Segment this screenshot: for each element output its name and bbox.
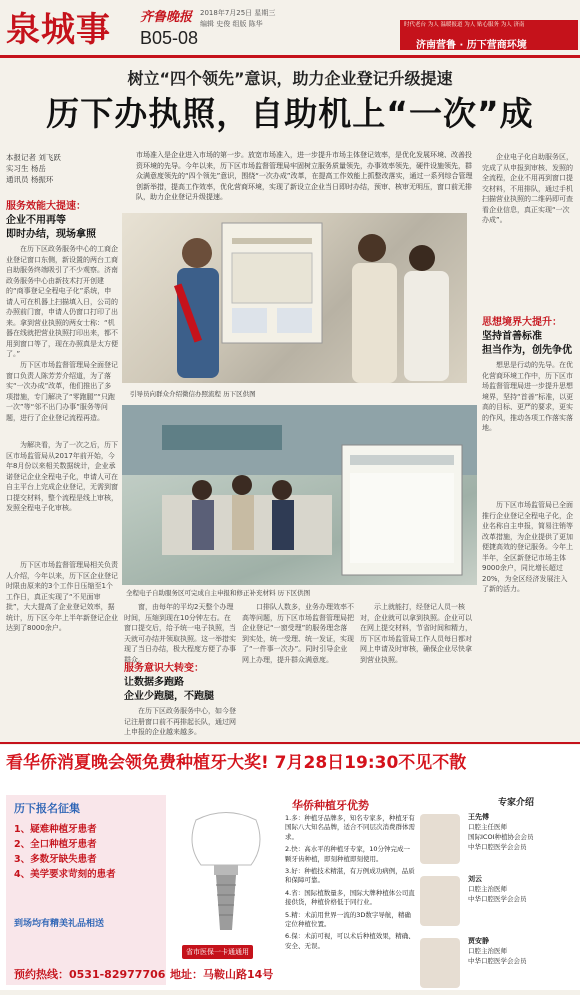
subhead-mindset-line1: 思想境界大提升： bbox=[482, 317, 562, 328]
subhead-mindset-line2: 坚持首善标准 bbox=[482, 331, 542, 342]
ad-left-title: 历下报名征集 bbox=[14, 802, 80, 815]
expert-name: 贾安静 bbox=[468, 937, 489, 945]
ad-advantage: 4.省：国际植数量多，国际大牌种植体公司直接供货，种植价格低于同行业。 bbox=[285, 888, 415, 907]
ad-banner: 看华侨消夏晚会领免费种植牙大奖! 7月28日19:30不见不散 bbox=[6, 753, 467, 773]
photo-illustration bbox=[122, 213, 467, 383]
masthead-slogan: 时代老台 为人 温暖报道 为人 贴心服务 为人 济南 bbox=[404, 22, 525, 28]
expert-title: 口腔主任医师 bbox=[468, 823, 507, 831]
byline-reporter: 本报记者 刘飞跃 bbox=[6, 153, 61, 162]
byline-correspondent: 通讯员 杨振环 bbox=[6, 175, 54, 184]
masthead-rule bbox=[0, 55, 580, 58]
edit-line: 编辑 史俊 组版 陈华 bbox=[200, 20, 263, 28]
sub-headline: 树立“四个领先”意识，助力企业登记升级提速 bbox=[127, 69, 453, 88]
masthead-brand: 济南营鲁 · 历下营商环境 bbox=[416, 40, 527, 51]
expert-title: 口腔主治医师 bbox=[468, 947, 507, 955]
ad-left-gift: 到场均有精美礼品相送 bbox=[14, 919, 105, 929]
ad-advantage: 1.多：种植牙品牌多，知名专家多，种植牙有国际八大知名品牌，适合不同层次消费群体需求。 bbox=[285, 814, 415, 841]
mid-col1-para2: 在历下区政务服务中心，如今登记注册窗口前不再排起长队，通过网上申报的企业越来越多。 bbox=[124, 707, 236, 736]
byline-intern: 实习生 杨岳 bbox=[6, 164, 46, 173]
tooth-icon bbox=[176, 810, 276, 940]
ad-advantage: 3.好：种植技术精湛，有万例成功病例，品质和保障可靠。 bbox=[285, 867, 415, 885]
paper-logo: 齐鲁晚报 bbox=[140, 10, 193, 25]
photo2-caption: 全程电子自助服务区可完成自主申报和修正补充材料 历下区供图 bbox=[126, 589, 311, 597]
expert-name: 王先傅 bbox=[468, 813, 489, 821]
ad-experts-title: 专家介绍 bbox=[498, 798, 535, 808]
subhead-efficiency bbox=[6, 200, 128, 242]
lede-paragraph: 市场准入是企业进入市场的第一步。放宽市场准入，进一步提升市场主体登记效率，是优化发展环境、改善投资环境的先导。今年以来，历下区市场监督管理局牢固树立服务质量领先，办事效率领先，硬件设施领先，群众满意度领先的“四个领先”意识，围绕“一次办成”改革，在提高工作效能上抓整改落实，通过一系列综合管理创新举措，提高工作效率，优化营商环境，实现了新设立企业当日即时办结，预审、核审无明压，窗口前无排队，助力企业登记升级提速。 bbox=[136, 151, 473, 201]
expert-name: 刘云 bbox=[468, 875, 482, 883]
subhead-service-line3: 企业少跑腿，不跑腿 bbox=[124, 691, 214, 702]
expert-note: 中华口腔医学会会员 bbox=[468, 843, 527, 851]
photo-guide-introduction bbox=[122, 213, 467, 383]
ad-address: 地址：马鞍山路14号 bbox=[170, 968, 274, 981]
photo-self-service-area bbox=[122, 405, 477, 585]
masthead bbox=[0, 0, 580, 56]
avatar bbox=[420, 876, 460, 926]
mid-col2-para: 口排队人数多，业务办理效率不高等问题，历下区市场监督管理局把企业登记“一窗受理”的服务理念落到实处，统一受理、统一发证，实现了“一件事一次办”。同时引导企业网上办理，提升群众满意度。 bbox=[242, 603, 354, 664]
ad-left-item: 4、美学要求苛刻的患者 bbox=[14, 869, 116, 880]
subhead-mindset-line3: 担当作为，创先争优 bbox=[482, 345, 572, 356]
expert-card bbox=[420, 934, 575, 992]
ad-hotline: 预约热线：0531-82977706 bbox=[14, 968, 166, 981]
left-col-para3: 为解决看，为了一次之后，历下区市场监管局从2017年前开始，今年8月份以来相关数据统计，企业承诺登记企业全程电子化，申请人可在自主平台上完成企业登记，无需到窗口提交材料，整个流程是线上审核，发照全程电子化审核。 bbox=[6, 441, 118, 512]
ad-center-title: 华侨种植牙优势 bbox=[292, 799, 369, 812]
section-title: 泉城事 bbox=[6, 10, 111, 50]
avatar bbox=[420, 814, 460, 864]
left-col-para2: 历下区市场监督管理局全面登记窗口负责人陈芳芳介绍道，为了落实“一次办成”改革，他们推出了多项措施，专门解决了“零跑腿”“只跑一次”等“邻不出门办事”服务等问题，进行了企业登记流程再造。 bbox=[6, 361, 118, 422]
ad-advantage: 2.快：高水平的种植牙专家，10分钟完成一颗牙齿种植，即刻种植即刻使用。 bbox=[285, 845, 410, 863]
left-col-para1: 在历下区政务服务中心的工商企业登记窗口东侧，新设置的两台工商自助服务终端吸引了不少观察。济南政务服务中心由新技术打开创建的“商事登记全程电子化”系统，申请人可在机器上扫描填入日，公司的办照前门窗，申请人仍窗口打印了出来。拿到营业执照的两女士称：“机器在线就把营业执照打印出来，都不用到窗口等了，现在办照真是太方便了。” bbox=[6, 245, 118, 358]
ad-advantage: 5.精：术前用世界一流的3D数字导航，精确定位种植位置。 bbox=[285, 910, 411, 929]
expert-card bbox=[420, 872, 575, 930]
ad-left-list bbox=[14, 822, 164, 882]
subhead-service-line1: 服务意识大转变： bbox=[124, 663, 204, 674]
subhead-service bbox=[124, 662, 236, 704]
ad-insurance-badge: 省市医保一卡通通用 bbox=[182, 945, 253, 959]
ad-center-list bbox=[285, 814, 415, 951]
subhead-efficiency-line1: 服务效能大提速： bbox=[6, 201, 86, 212]
right-col-para1: 企业电子化自助服务区，完成了从申报到审核、发照的全流程，企业不用再到窗口提交材料，不用排队，通过手机扫描营业执照的二维码即可查看企业信息，真正实现“一次办成”。 bbox=[482, 153, 573, 224]
implant-illustration bbox=[176, 810, 276, 940]
expert-org: 中华口腔医学会会员 bbox=[468, 895, 527, 903]
photo2-illustration bbox=[122, 405, 477, 585]
subhead-service-line2: 让数据多跑路 bbox=[124, 677, 184, 688]
right-col-para3: 历下区市场监管局已全面推行企业登记全程电子化，企业名称自主申报，简易注销等改革措施，为企业提供了更加便捷高效的登记服务。今年上半年，全区新登记市场主体9000余户，同比增长超过20%，为全区经济发展注入了新的活力。 bbox=[482, 501, 573, 593]
ad-top-rule bbox=[0, 742, 580, 744]
ad-left-item: 2、全口种植牙患者 bbox=[14, 839, 97, 850]
subhead-mindset bbox=[482, 316, 578, 358]
expert-org: 国际ICOI种植协会会员 bbox=[468, 833, 534, 841]
right-col-para2: 想思是行动的先导。在优化营商环境工作中，历下区市场监督管理局进一步提升思想境界，坚持“首善”标准，以更高的目标、更严的要求，更实的作风，推动各项工作落实落地。 bbox=[482, 361, 574, 432]
expert-card bbox=[420, 810, 575, 868]
main-headline: 历下办执照，自助机上“一次”成 bbox=[46, 94, 534, 133]
date-line: 2018年7月25日 星期三 bbox=[200, 9, 276, 17]
mid-col1-para1: 窗，由每年的平均2天整个办理时间，压缩到现在10分钟左右。在窗口提交后，给予统一电子执照，当天就可办结并领取执照。这一举措实现了当日办结，极大程度方便了办事群众。 bbox=[124, 603, 236, 664]
ad-left-item: 1、疑难种植牙患者 bbox=[14, 824, 97, 835]
page-code: B05-08 bbox=[140, 28, 199, 48]
expert-title: 口腔主治医师 bbox=[468, 885, 507, 893]
mid-col3-para: 示上就能打，经登记人员一核对，企业就可以拿到执照。企业可以在网上提交材料，节省时间和精力，历下区市场监管局工作人员每日都对网上申请及时审核，确保企业尽快拿到营业执照。 bbox=[360, 603, 472, 664]
byline bbox=[6, 152, 126, 185]
avatar bbox=[420, 938, 460, 988]
expert-org: 中华口腔医学会会员 bbox=[468, 957, 527, 965]
subhead-efficiency-line2: 企业不用再等 bbox=[6, 215, 66, 226]
subhead-efficiency-line3: 即时办结，现场拿照 bbox=[6, 229, 96, 240]
left-col-para4: 历下区市场监督管理局相关负责人介绍，今年以来，历下区企业登记时限由原来的3个工作日压缩至1个工作日，真正实现了“不见面审批”，大大提高了企业登记效率，据统计，历下区今年上半年新登记企业达到了8000余户。 bbox=[6, 561, 118, 632]
ad-advantage: 6.保：术前可视，可以术后种植效果，精确、安全、无误。 bbox=[285, 932, 415, 950]
ad-left-item: 3、多数牙缺失患者 bbox=[14, 854, 97, 865]
photo1-caption: 引导员向群众介绍微信办照流程 历下区供图 bbox=[130, 390, 256, 398]
